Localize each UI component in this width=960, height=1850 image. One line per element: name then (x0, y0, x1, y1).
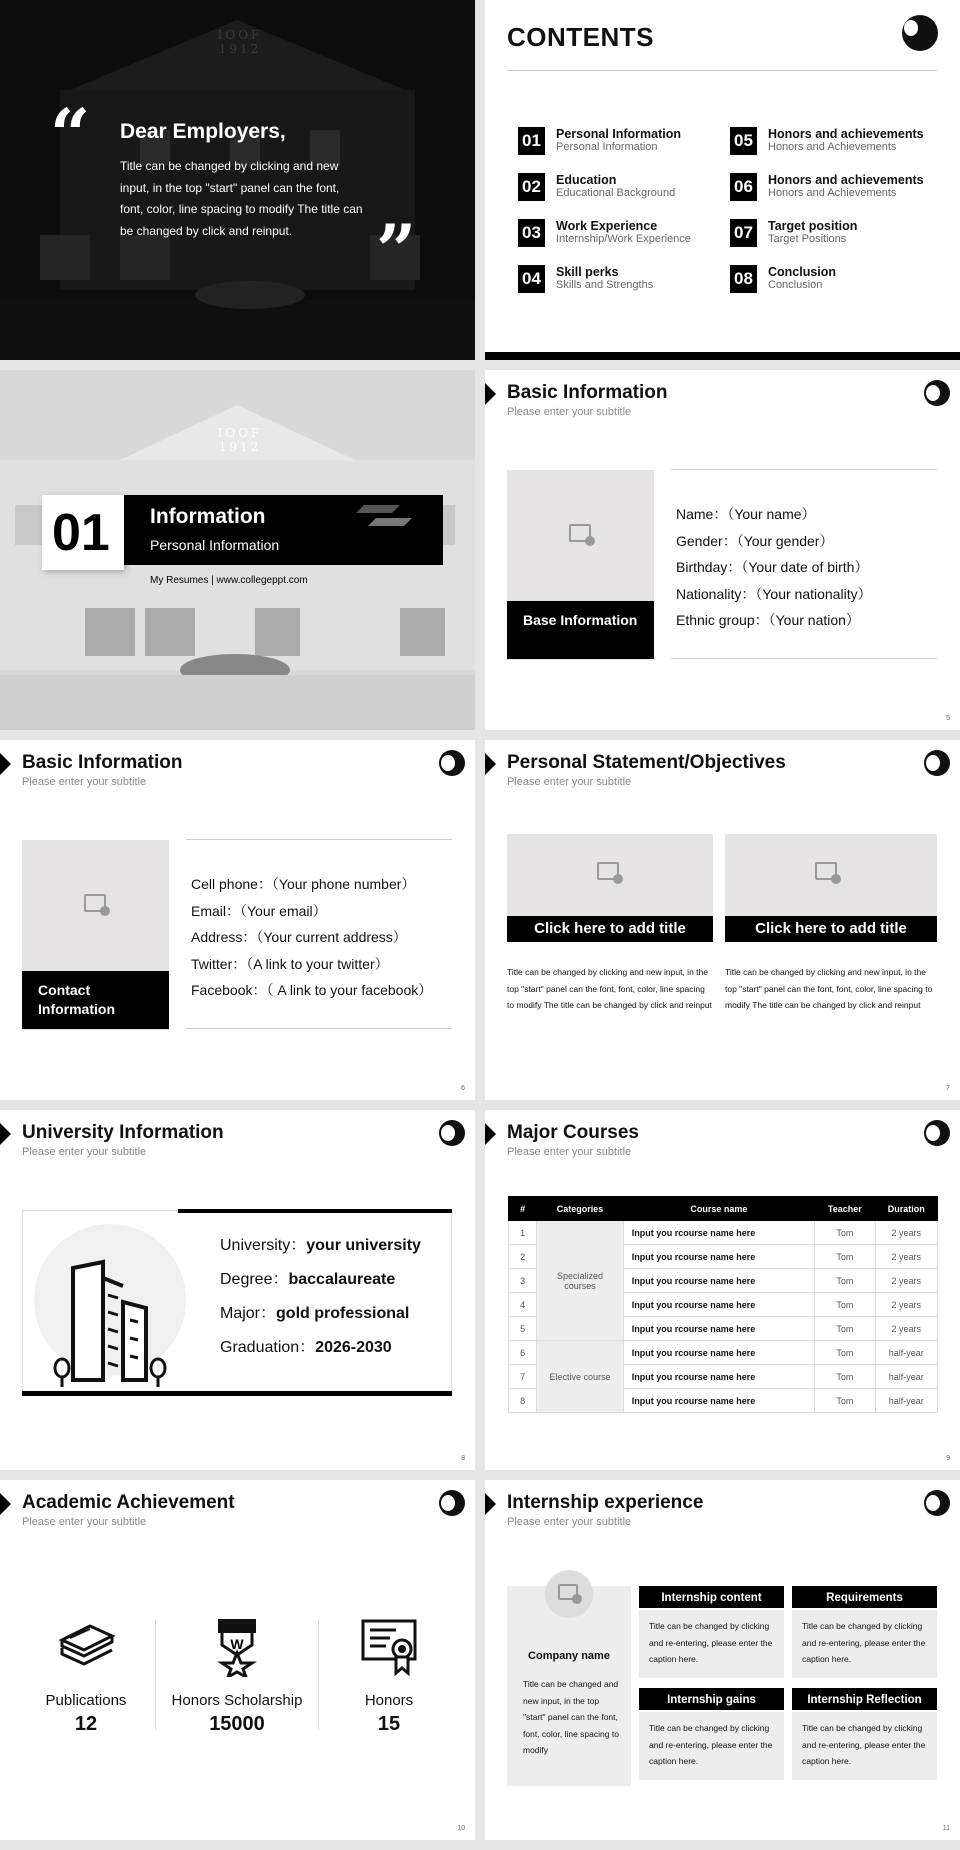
avatar (924, 1120, 950, 1146)
contents-title: CONTENTS (507, 22, 654, 52)
contents-item-number: 01 (518, 127, 545, 155)
add-image-icon (815, 862, 837, 880)
avatar (439, 750, 465, 776)
slide-major-courses[interactable] (485, 1110, 960, 1470)
contents-item-number: 07 (730, 219, 757, 247)
info-list (191, 874, 432, 1007)
page-number: 6 (461, 1085, 465, 1092)
company-image-placeholder[interactable] (545, 1570, 593, 1618)
courses-table (508, 1196, 938, 1413)
course-name-cell: Input you rcourse name here (623, 1317, 814, 1341)
section-title: Information (150, 505, 266, 528)
info-row: Gender：（Your gender） (676, 532, 834, 549)
course-name-cell: Input you rcourse name here (623, 1293, 814, 1317)
contents-item[interactable] (730, 127, 935, 157)
contents-item-subtitle: Personal Information (556, 141, 658, 153)
contents-item[interactable] (730, 173, 935, 203)
contents-item-number: 08 (730, 265, 757, 293)
box-title-bar[interactable] (639, 1688, 784, 1710)
university-row-key: University： (220, 1237, 307, 1254)
row-number: 4 (509, 1293, 537, 1317)
slide-subtitle: Please enter your subtitle (507, 1516, 632, 1528)
avatar (924, 380, 950, 406)
contents-item-title: Honors and achievements (768, 127, 924, 141)
row-number: 5 (509, 1317, 537, 1341)
section-footer: My Resumes | www.collegeppt.com (150, 575, 308, 586)
slide-subtitle: Please enter your subtitle (507, 406, 632, 418)
card-top-bar (178, 1209, 452, 1213)
card-body: Title can be changed by clicking and new input, in the top "start" panel can the font, font, color, line spacing to modify The title can be changed by click and reinput (507, 967, 712, 1010)
university-row-value: baccalaureate (288, 1271, 396, 1288)
duration-cell: 2 years (875, 1293, 937, 1317)
row-number: 3 (509, 1269, 537, 1293)
slide-subtitle: Please enter your subtitle (22, 776, 147, 788)
bottom-divider (186, 1028, 452, 1029)
top-divider (671, 469, 937, 470)
info-row: Address：（Your current address） (191, 929, 407, 945)
university-row-key: Major： (220, 1305, 277, 1322)
top-divider (186, 839, 452, 840)
contents-item[interactable] (730, 265, 935, 295)
header-arrow-icon (485, 1493, 496, 1515)
box-title: Requirements (826, 1592, 903, 1604)
page-number: 9 (946, 1455, 950, 1462)
university-details (220, 1232, 421, 1368)
info-label-box (22, 971, 169, 1029)
box-body: Title can be changed by clicking and re-entering, please enter the caption here. (792, 1712, 937, 1780)
contents-item[interactable] (518, 219, 723, 249)
avatar (924, 1490, 950, 1516)
contents-item[interactable] (518, 127, 723, 157)
duration-cell: half-year (875, 1365, 937, 1389)
svg-text:W: W (230, 1636, 244, 1652)
university-row-key: Graduation： (220, 1339, 316, 1356)
card-title-bar[interactable] (725, 916, 937, 942)
duration-cell: 2 years (875, 1221, 937, 1245)
page-number: 7 (946, 1085, 950, 1092)
bottom-bar (485, 352, 960, 360)
page-number: 10 (457, 1825, 465, 1832)
info-row: Birthday：（Your date of birth） (676, 559, 869, 575)
slide-academic-achievement[interactable] (0, 1480, 475, 1840)
bottom-divider (671, 658, 937, 659)
table-header-row (509, 1197, 938, 1221)
page-number: 5 (946, 715, 950, 722)
box-title-bar[interactable] (792, 1586, 937, 1608)
box-body: Title can be changed by clicking and re-entering, please enter the caption here. (639, 1610, 784, 1678)
achievement-value: 15 (377, 1713, 401, 1735)
teacher-cell: Tom (815, 1317, 875, 1341)
info-list (676, 504, 872, 637)
certificate-icon (360, 1617, 420, 1677)
card-bottom-bar (22, 1391, 452, 1396)
course-name-cell: Input you rcourse name here (623, 1221, 814, 1245)
teacher-cell: Tom (815, 1221, 875, 1245)
row-number: 8 (509, 1389, 537, 1413)
contents-item-title: Work Experience (556, 219, 658, 233)
scholarship-medal-icon (212, 1617, 262, 1677)
avatar (439, 1490, 465, 1516)
contents-item-title: Conclusion (768, 265, 837, 279)
slide-subtitle: Please enter your subtitle (507, 1146, 632, 1158)
contents-item-subtitle: Internship/Work Experience (556, 233, 691, 245)
info-row: Ethnic group：（Your nation） (676, 612, 860, 628)
achievement-label: Honors Scholarship (171, 1692, 303, 1709)
course-name-cell: Input you rcourse name here (623, 1269, 814, 1293)
duration-cell: 2 years (875, 1245, 937, 1269)
achievement-label: Publications (45, 1692, 127, 1709)
slide-cover[interactable] (0, 0, 475, 360)
teacher-cell: Tom (815, 1245, 875, 1269)
building-illustration (28, 1220, 188, 1390)
slide-subtitle: Please enter your subtitle (22, 1146, 147, 1158)
contents-item-subtitle: Honors and Achievements (768, 187, 897, 199)
col-course-name: Course name (623, 1197, 814, 1221)
card-title: Click here to add title (755, 920, 907, 937)
header-arrow-icon (485, 383, 496, 405)
university-row-value: 2026-2030 (315, 1339, 392, 1356)
slide-personal-statement[interactable] (485, 740, 960, 1100)
duration-cell: half-year (875, 1341, 937, 1365)
header-arrow-icon (0, 753, 11, 775)
slide-title: Major Courses (507, 1122, 639, 1143)
section-subtitle: Personal Information (150, 537, 280, 553)
teacher-cell: Tom (815, 1269, 875, 1293)
duration-cell: 2 years (875, 1317, 937, 1341)
university-row-value: gold professional (276, 1305, 410, 1322)
add-image-icon (597, 862, 619, 880)
info-label: Contact Information (38, 982, 115, 1017)
contents-item-number: 03 (518, 219, 545, 247)
row-number: 2 (509, 1245, 537, 1269)
slide-title: Basic Information (22, 752, 183, 773)
cover-body: Title can be changed by clicking and new input, in the top "start" panel can the font, font, color, line spacing to modify The title can be changed by click and reinput. (120, 159, 363, 238)
slide-basic-info[interactable] (485, 370, 960, 730)
header-arrow-icon (485, 1123, 496, 1145)
slide-university-info[interactable] (0, 1110, 475, 1470)
contents-item-subtitle: Educational Background (556, 187, 676, 199)
cover-title: Dear Employers, (120, 120, 286, 143)
box-title-bar[interactable] (639, 1586, 784, 1608)
info-row: Email：（Your email） (191, 902, 327, 919)
contents-item-number: 05 (730, 127, 757, 155)
course-name-cell: Input you rcourse name here (623, 1245, 814, 1269)
table-row (509, 1341, 938, 1365)
col-num: # (509, 1197, 537, 1221)
slide-contact-info[interactable] (0, 740, 475, 1100)
course-name-cell: Input you rcourse name here (623, 1341, 814, 1365)
slide-internship[interactable] (485, 1480, 960, 1840)
contents-item-subtitle: Target Positions (768, 233, 847, 245)
info-row: Cell phone：（Your phone number） (191, 876, 416, 892)
achievement-value: 15000 (209, 1713, 265, 1735)
avatar (924, 750, 950, 776)
header-arrow-icon (0, 1493, 11, 1515)
contents-item-subtitle: Skills and Strengths (556, 279, 654, 291)
slide-title: Academic Achievement (22, 1492, 235, 1513)
box-title: Internship content (661, 1592, 762, 1604)
contents-item[interactable] (730, 219, 935, 249)
close-quote-icon: ” (376, 209, 417, 292)
contents-item-number: 06 (730, 173, 757, 201)
contents-item-title: Skill perks (556, 265, 619, 279)
card-title: Click here to add title (534, 920, 686, 937)
contents-item-title: Honors and achievements (768, 173, 924, 187)
box-title: Internship Reflection (807, 1694, 922, 1706)
slide-contents[interactable] (485, 0, 960, 360)
row-number: 1 (509, 1221, 537, 1245)
avatar (902, 15, 938, 51)
contents-divider (507, 70, 937, 71)
page-number: 8 (461, 1455, 465, 1462)
row-number: 6 (509, 1341, 537, 1365)
contents-item-number: 04 (518, 265, 545, 293)
course-name-cell: Input you rcourse name here (623, 1365, 814, 1389)
page-number: 11 (942, 1825, 950, 1832)
slide-title: Basic Information (507, 382, 668, 403)
teacher-cell: Tom (815, 1293, 875, 1317)
category-cell: Elective course (537, 1341, 624, 1413)
col-teacher: Teacher (815, 1197, 875, 1221)
university-row-value: your university (306, 1237, 421, 1254)
contents-item[interactable] (518, 173, 723, 203)
row-number: 7 (509, 1365, 537, 1389)
achievement-label: Honors (364, 1692, 414, 1709)
add-image-icon (569, 524, 591, 542)
slide-subtitle: Please enter your subtitle (22, 1516, 147, 1528)
box-body: Title can be changed by clicking and re-entering, please enter the caption here. (639, 1712, 784, 1780)
col-categories: Categories (537, 1197, 624, 1221)
teacher-cell: Tom (815, 1365, 875, 1389)
university-row-key: Degree： (220, 1271, 289, 1288)
card-image-placeholder[interactable] (507, 834, 713, 922)
category-cell: Specialized courses (537, 1221, 624, 1341)
info-label: Base Information (523, 612, 638, 628)
card-body: Title can be changed by clicking and new input, in the top "start" panel can the font, font, color, line spacing to modify The title can be changed by click and reinput (725, 967, 933, 1010)
contents-item-number: 02 (518, 173, 545, 201)
slide-title: University Information (22, 1122, 224, 1143)
slide-subtitle: Please enter your subtitle (507, 776, 632, 788)
header-arrow-icon (485, 753, 496, 775)
box-title: Internship gains (667, 1694, 756, 1706)
university-row (220, 1300, 421, 1334)
table-row (509, 1221, 938, 1245)
section-number: 01 (52, 504, 110, 562)
box-title-bar[interactable] (792, 1688, 937, 1710)
slide-title: Internship experience (507, 1492, 704, 1513)
add-image-icon (84, 894, 106, 912)
contents-item-subtitle: Conclusion (768, 279, 823, 291)
info-row: Facebook：（ A link to your facebook） (191, 982, 433, 998)
teacher-cell: Tom (815, 1389, 875, 1413)
achievement-value: 12 (74, 1713, 98, 1735)
university-row (220, 1232, 421, 1266)
contents-item-title: Personal Information (556, 127, 682, 141)
building-inscription: IOOF 1912 (217, 426, 263, 454)
university-row (220, 1266, 421, 1300)
info-row: Name：（Your name） (676, 506, 816, 522)
box-body: Title can be changed by clicking and re-entering, please enter the caption here. (792, 1610, 937, 1678)
info-row: Twitter：（A link to your twitter） (191, 955, 389, 972)
slide-title: Personal Statement/Objectives (507, 752, 786, 773)
duration-cell: 2 years (875, 1269, 937, 1293)
slide-section-divider[interactable] (0, 370, 475, 730)
add-image-icon (558, 1584, 578, 1600)
course-name-cell: Input you rcourse name here (623, 1389, 814, 1413)
info-label-box (507, 601, 654, 659)
teacher-cell: Tom (815, 1341, 875, 1365)
open-quote-icon: “ (50, 93, 91, 176)
building-inscription: IOOF 1912 (217, 28, 263, 56)
info-row: Nationality：（Your nationality） (676, 585, 872, 602)
col-duration: Duration (875, 1197, 937, 1221)
publications-icon (56, 1620, 116, 1670)
company-body: Title can be changed and new input, in the top "start" panel can the font, font, color, line spacing to modify (523, 1679, 619, 1755)
contents-item-title: Education (556, 173, 617, 187)
card-image-placeholder[interactable] (725, 834, 937, 922)
company-name: Company name (528, 1650, 610, 1662)
university-row (220, 1334, 421, 1368)
header-arrow-icon (0, 1123, 11, 1145)
contents-item-subtitle: Honors and Achievements (768, 141, 897, 153)
contents-item-title: Target position (768, 219, 858, 233)
contents-item[interactable] (518, 265, 723, 295)
card-title-bar[interactable] (507, 916, 713, 942)
duration-cell: half-year (875, 1389, 937, 1413)
avatar (439, 1120, 465, 1146)
